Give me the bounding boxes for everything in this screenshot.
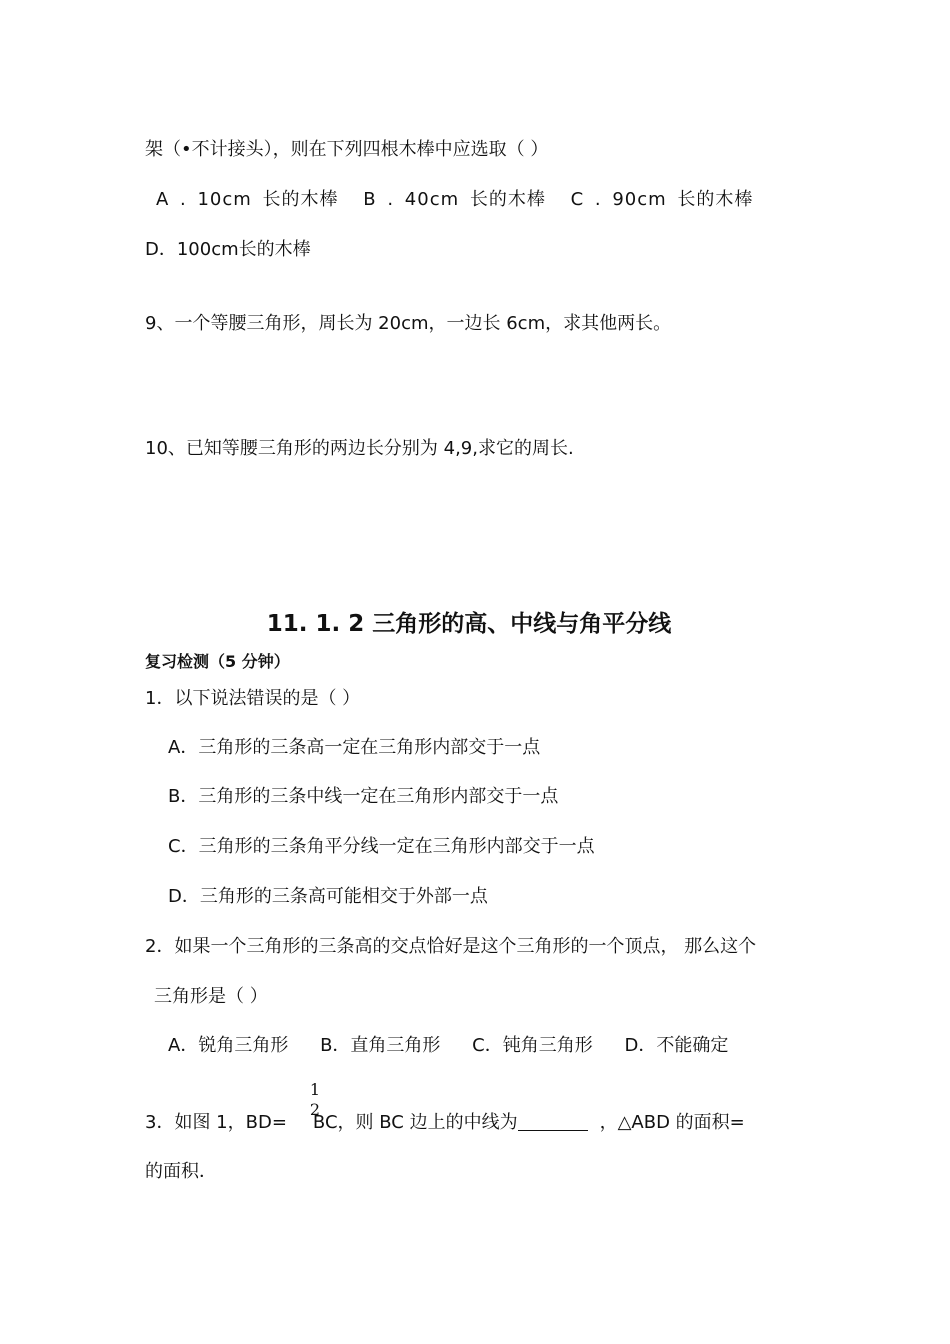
review-q1-option-c: C．三角形的三条角平分线一定在三角形内部交于一点 <box>168 836 595 857</box>
review-q3-suffix: ，△ABD 的面积= <box>599 1112 745 1133</box>
q8-option-d: D．100cm长的木棒 <box>145 239 311 260</box>
q8-options-row <box>156 187 767 213</box>
review-q2-options-row <box>168 1033 754 1059</box>
q8-option-a: A . 10cm 长的木棒 <box>156 189 339 210</box>
review-q3-line1 <box>145 1110 745 1136</box>
review-q1-option-d: D．三角形的三条高可能相交于外部一点 <box>168 886 488 907</box>
review-q2-option-d: D．不能确定 <box>624 1035 729 1056</box>
review-q1-stem: 1．以下说法错误的是（ ） <box>145 688 361 709</box>
question-10: 10、已知等腰三角形的两边长分别为 4,9,求它的周长. <box>145 438 574 459</box>
review-q2-option-a: A．锐角三角形 <box>168 1035 289 1056</box>
review-q3-line2: 的面积． <box>145 1161 217 1182</box>
q8-option-c: C . 90cm 长的木棒 <box>570 189 754 210</box>
review-q2-option-c: C．钝角三角形 <box>472 1035 593 1056</box>
section-subtitle: 复习检测（5 分钟） <box>145 652 290 671</box>
review-q2-stem-line2: 三角形是（ ） <box>154 986 268 1007</box>
q8-option-b: B . 40cm 长的木棒 <box>363 189 546 210</box>
review-q2-stem-line1: 2．如果一个三角形的三条高的交点恰好是这个三角形的一个顶点， 那么这个 <box>145 936 757 957</box>
fraction-numerator: 1 <box>309 1080 321 1099</box>
q8-continuation: 架（•不计接头），则在下列四根木棒中应选取（ ） <box>145 139 549 160</box>
review-q1-option-a: A．三角形的三条高一定在三角形内部交于一点 <box>168 737 541 758</box>
fraction-denominator: 2 <box>309 1100 321 1119</box>
review-q1-option-b: B．三角形的三条中线一定在三角形内部交于一点 <box>168 786 559 807</box>
review-q3-middle: BC，则 BC 边上的中线为 <box>312 1112 518 1133</box>
section-title: 11. 1. 2 三角形的高、中线与角平分线 <box>266 611 672 637</box>
question-9: 9、一个等腰三角形，周长为 20cm，一边长 6cm，求其他两长。 <box>145 313 672 334</box>
answer-blank[interactable] <box>518 1110 588 1131</box>
review-q2-option-b: B．直角三角形 <box>320 1035 441 1056</box>
review-q3-prefix: 3．如图 1，BD= <box>145 1112 287 1133</box>
